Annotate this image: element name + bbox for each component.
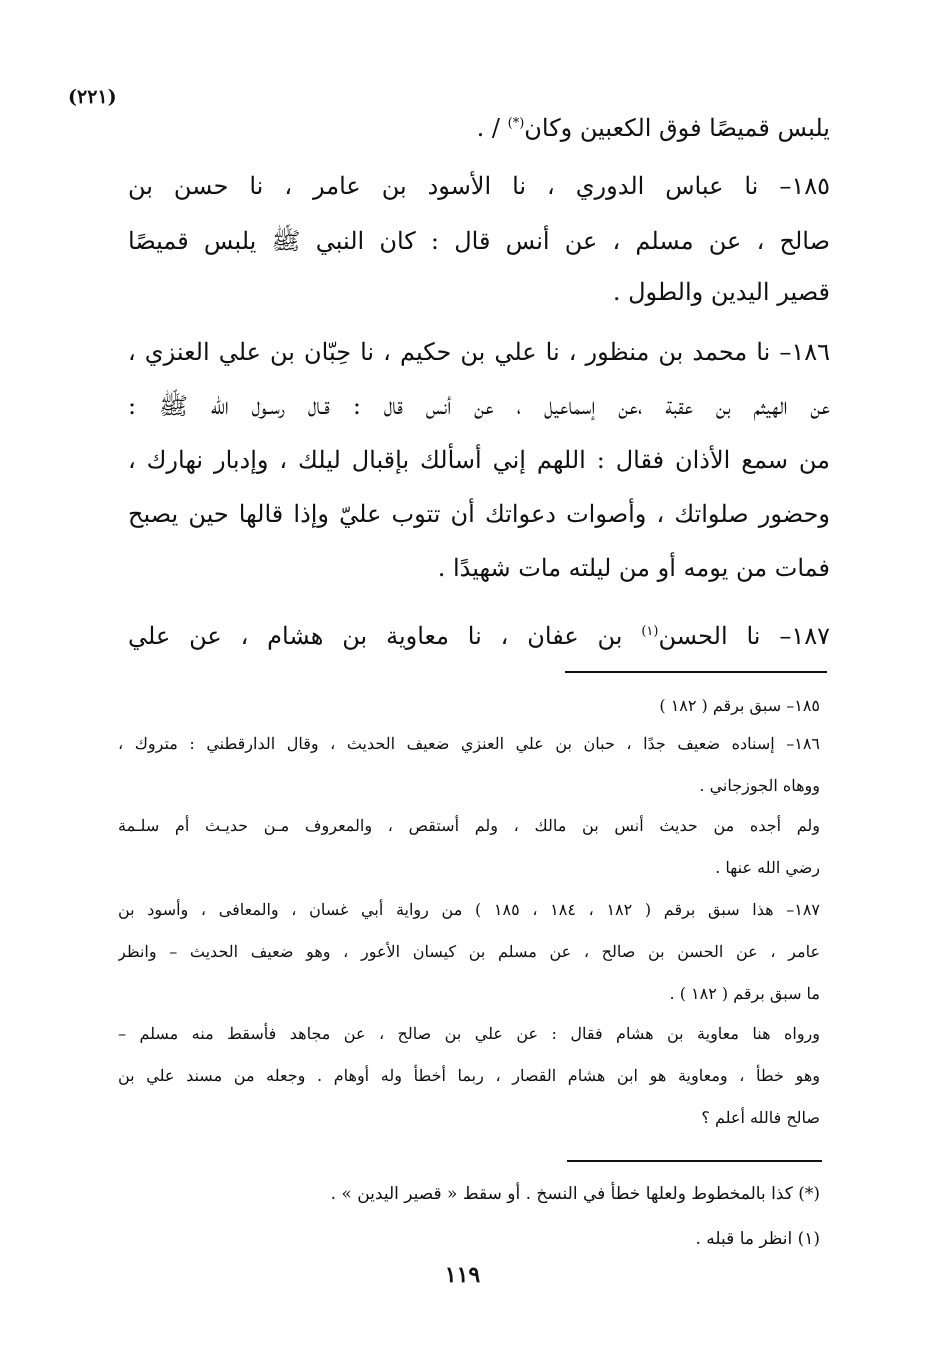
text-line: صالح ، عن مسلم ، عن أنس قال : كان النبي ﷺ يلبس قميصًا (128, 227, 830, 255)
note-line: عامر ، عن الحسن بن صالح ، عن مسلم بن كيسان الأعور ، وهو ضعيف الحديث – وانظر (118, 942, 820, 961)
note-line: ووهاه الجوزجاني . (699, 776, 820, 795)
note-line: ورواه هنا معاوية بن هشام فقال : عن علي بن صالح ، عن مجاهد فأسقط منه مسلم – (118, 1024, 820, 1043)
text-line-part: بن عفان ، نا معاوية بن هشام ، عن علي (128, 622, 642, 650)
text-line (128, 104, 830, 148)
note-line: ١٨٥– سبق برقم ( ١٨٢ ) (659, 696, 820, 715)
text-line: قصير اليدين والطول . (612, 278, 830, 306)
note-line: ١٨٧– هذا سبق برقم ( ١٨٢ ، ١٨٤ ، ١٨٥ ) من رواية أبي غسان ، والمعافى ، وأسود بن (118, 900, 820, 919)
footnote-marker: (*) (507, 116, 525, 131)
text-line-part: / . (476, 114, 508, 142)
note-line: رضي الله عنها . (715, 858, 820, 877)
editor-note: (*) كذا بالمخطوط ولعلها خطأ في النسخ . أو سقط « قصير اليدين » . (330, 1184, 820, 1204)
text-line: عن الهيثم بن عقبة ،عن إسماعيل ، عن أنس قال : قـال رسـول الله ﷺ : (128, 392, 830, 420)
text-line: وحضور صلواتك ، وأصوات دعواتك أن تتوب عليّ وإذا قالها حين يصبح (128, 500, 830, 528)
text-line-part: ١٨٧– نا الحسن (658, 622, 830, 650)
page-number: ١١٩ (444, 1262, 481, 1288)
footnote-marker: (١) (641, 624, 659, 639)
text-line-part: يلبس قميصًا فوق الكعبين وكان (524, 114, 830, 142)
note-line: ١٨٦– إسناده ضعيف جدًا ، حبان بن علي العنزي ضعيف الحديث ، وقال الدارقطني : متروك ، (118, 734, 820, 753)
text-line: فمات من يومه أو من ليلته مات شهيدًا . (437, 554, 830, 582)
footnote-separator (565, 671, 827, 673)
editor-note-separator (567, 1160, 822, 1162)
note-line: ما سبق برقم ( ١٨٢ ) . (669, 984, 820, 1003)
hadith-187-line (128, 612, 830, 656)
note-line: وهو خطأ ، ومعاوية هو ابن هشام القصار ، ربما أخطأ وله أوهام . وجعله من مسند علي بن (118, 1066, 820, 1085)
folio-number: (٢٢١) (68, 86, 117, 108)
note-line: صالح فالله أعلم ؟ (701, 1108, 820, 1127)
note-line: ولم أجده من حديث أنس بن مالك ، ولم أستقص ، والمعروف مـن حديـث أم سلـمة (118, 816, 820, 835)
hadith-185-line: ١٨٥– نا عباس الدوري ، نا الأسود بن عامر ، نا حسن بن (128, 172, 830, 200)
hadith-186-line: ١٨٦– نا محمد بن منظور ، نا علي بن حكيم ، نا حِبّان بن علي العنزي ، (128, 338, 830, 366)
editor-note: (١) انظر ما قبله . (695, 1229, 820, 1249)
text-line: من سمع الأذان فقال : اللهم إني أسألك بإقبال ليلك ، وإدبار نهارك ، (128, 446, 830, 474)
